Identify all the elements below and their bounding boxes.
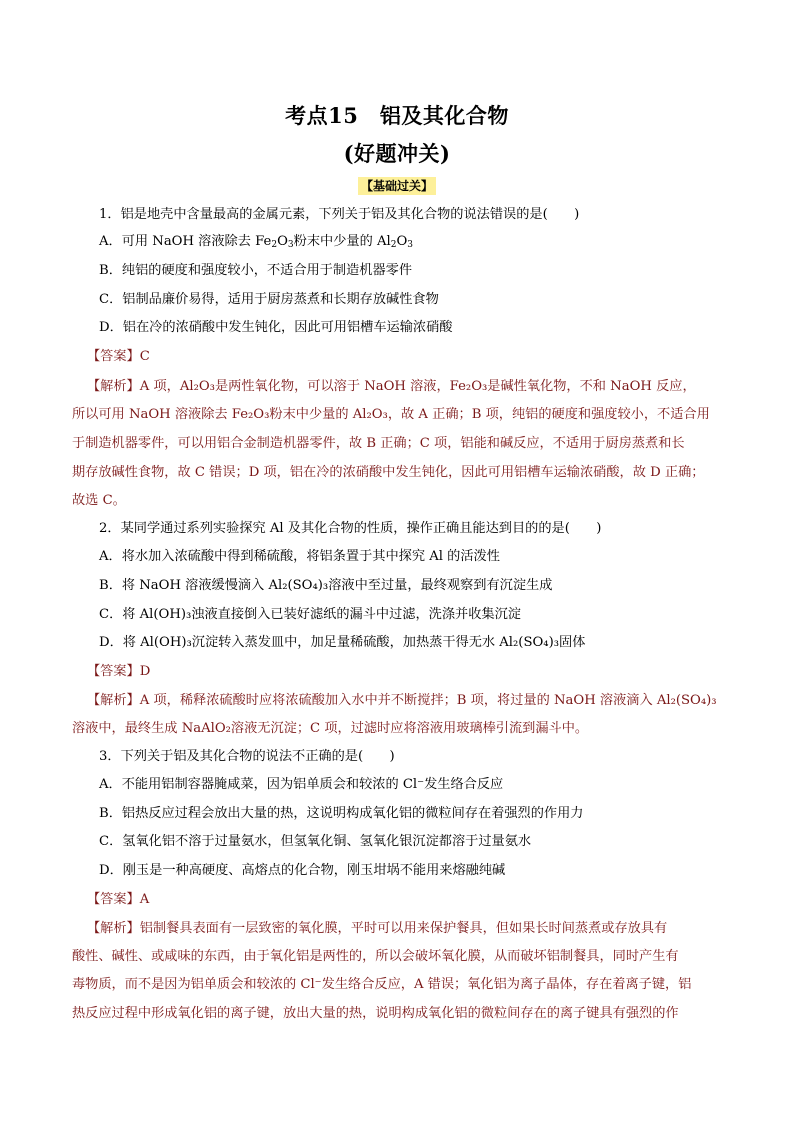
q2-analysis-line: 溶液中，最终生成 NaAlO₂溶液无沉淀；C 项，过滤时应将溶液用玻璃棒引流到漏斗中。 — [72, 721, 589, 736]
page-title: 考点15 铝及其化合物 — [285, 103, 509, 128]
q1-option-a: A．可用 NaOH 溶液除去 $Fe_2O_3$粉末中少量的 $Al_2O_3$ — [99, 234, 413, 250]
section-tag: 【基础过关】 — [358, 177, 436, 195]
q3-stem: 3．下列关于铝及其化合物的说法不正确的是( ) — [99, 749, 395, 764]
q1-stem: 1．铝是地壳中含量最高的金属元素，下列关于铝及其化合物的说法错误的是( ) — [99, 207, 580, 222]
q3-option-c: C．氢氧化铝不溶于过量氨水，但氢氧化铜、氢氧化银沉淀都溶于过量氨水 — [99, 834, 532, 849]
q2-option-c: C．将 Al(OH)₃浊液直接倒入已装好滤纸的漏斗中过滤，洗涤并收集沉淀 — [99, 607, 521, 622]
q1-answer: 【答案】C — [87, 349, 150, 364]
q2-option-b: B．将 NaOH 溶液缓慢滴入 Al₂(SO₄)₃溶液中至过量，最终观察到有沉淀生成 — [99, 578, 553, 593]
q1-analysis-line: 故选 C。 — [72, 493, 126, 508]
q1-analysis-line: 于制造机器零件，可以用铝合金制造机器零件，故 B 正确；C 项，铝能和碱反应，不适用于厨房蒸煮和长 — [72, 436, 685, 451]
q1-option-d: D．铝在冷的浓硝酸中发生钝化，因此可用铝槽车运输浓硝酸 — [99, 320, 453, 335]
section-tag-container — [0, 175, 794, 195]
q3-option-d: D．刚玉是一种高硬度、高熔点的化合物，刚玉坩埚不能用来熔融纯碱 — [99, 863, 506, 878]
q2-analysis-line: 【解析】A 项，稀释浓硫酸时应将浓硫酸加入水中并不断搅拌；B 项，将过量的 NaOH 溶液滴入 Al₂(SO₄)₃ — [87, 693, 717, 708]
q1-analysis-line: 期存放碱性食物，故 C 错误；D 项，铝在冷的浓硝酸中发生钝化，因此可用铝槽车运输浓硝酸，故 D 正确； — [72, 465, 705, 480]
q3-analysis-line: 【解析】铝制餐具表面有一层致密的氧化膜，平时可以用来保护餐具，但如果长时间蒸煮或存放具有 — [87, 921, 668, 936]
q1-analysis-line: 所以可用 NaOH 溶液除去 Fe₂O₃粉末中少量的 Al₂O₃，故 A 正确；B 项，纯铝的硬度和强度较小，不适合用 — [72, 407, 710, 422]
q2-stem: 2．某同学通过系列实验探究 Al 及其化合物的性质，操作正确且能达到目的的是( ) — [99, 521, 602, 536]
q3-option-b: B．铝热反应过程会放出大量的热，这说明构成氧化铝的微粒间存在着强烈的作用力 — [99, 806, 584, 821]
q3-analysis-line: 酸性、碱性、或咸味的东西，由于氧化铝是两性的，所以会破坏氧化膜，从而破坏铝制餐具，同时产生有 — [72, 949, 679, 964]
q1-option-c: C．铝制品廉价易得，适用于厨房蒸煮和长期存放碱性食物 — [99, 292, 439, 307]
page-subtitle: (好题冲关) — [343, 141, 451, 166]
q3-analysis-line: 毒物质，而不是因为铝单质会和较浓的 Cl⁻发生络合反应，A 错误；氧化铝为离子晶体，存在着离子键，铝 — [72, 977, 692, 992]
q2-option-d: D．将 Al(OH)₃沉淀转入蒸发皿中，加足量稀硫酸，加热蒸干得无水 Al₂(SO₄)₃固体 — [99, 635, 586, 650]
q1-option-b: B．纯铝的硬度和强度较小，不适合用于制造机器零件 — [99, 263, 413, 278]
q2-option-a: A．将水加入浓硫酸中得到稀硫酸，将铝条置于其中探究 Al 的活泼性 — [99, 549, 500, 564]
q2-answer: 【答案】D — [87, 664, 151, 679]
q1-analysis-line: 【解析】A 项，Al₂O₃是两性氧化物，可以溶于 NaOH 溶液，Fe₂O₃是碱性氧化物，不和 NaOH 反应， — [87, 379, 696, 394]
q3-answer: 【答案】A — [87, 892, 150, 907]
q3-option-a: A．不能用铝制容器腌咸菜，因为铝单质会和较浓的 Cl⁻发生络合反应 — [99, 777, 504, 792]
q3-analysis-line: 热反应过程中形成氧化铝的离子键，放出大量的热，说明构成氧化铝的微粒间存在的离子键具有强烈的作 — [72, 1006, 679, 1021]
